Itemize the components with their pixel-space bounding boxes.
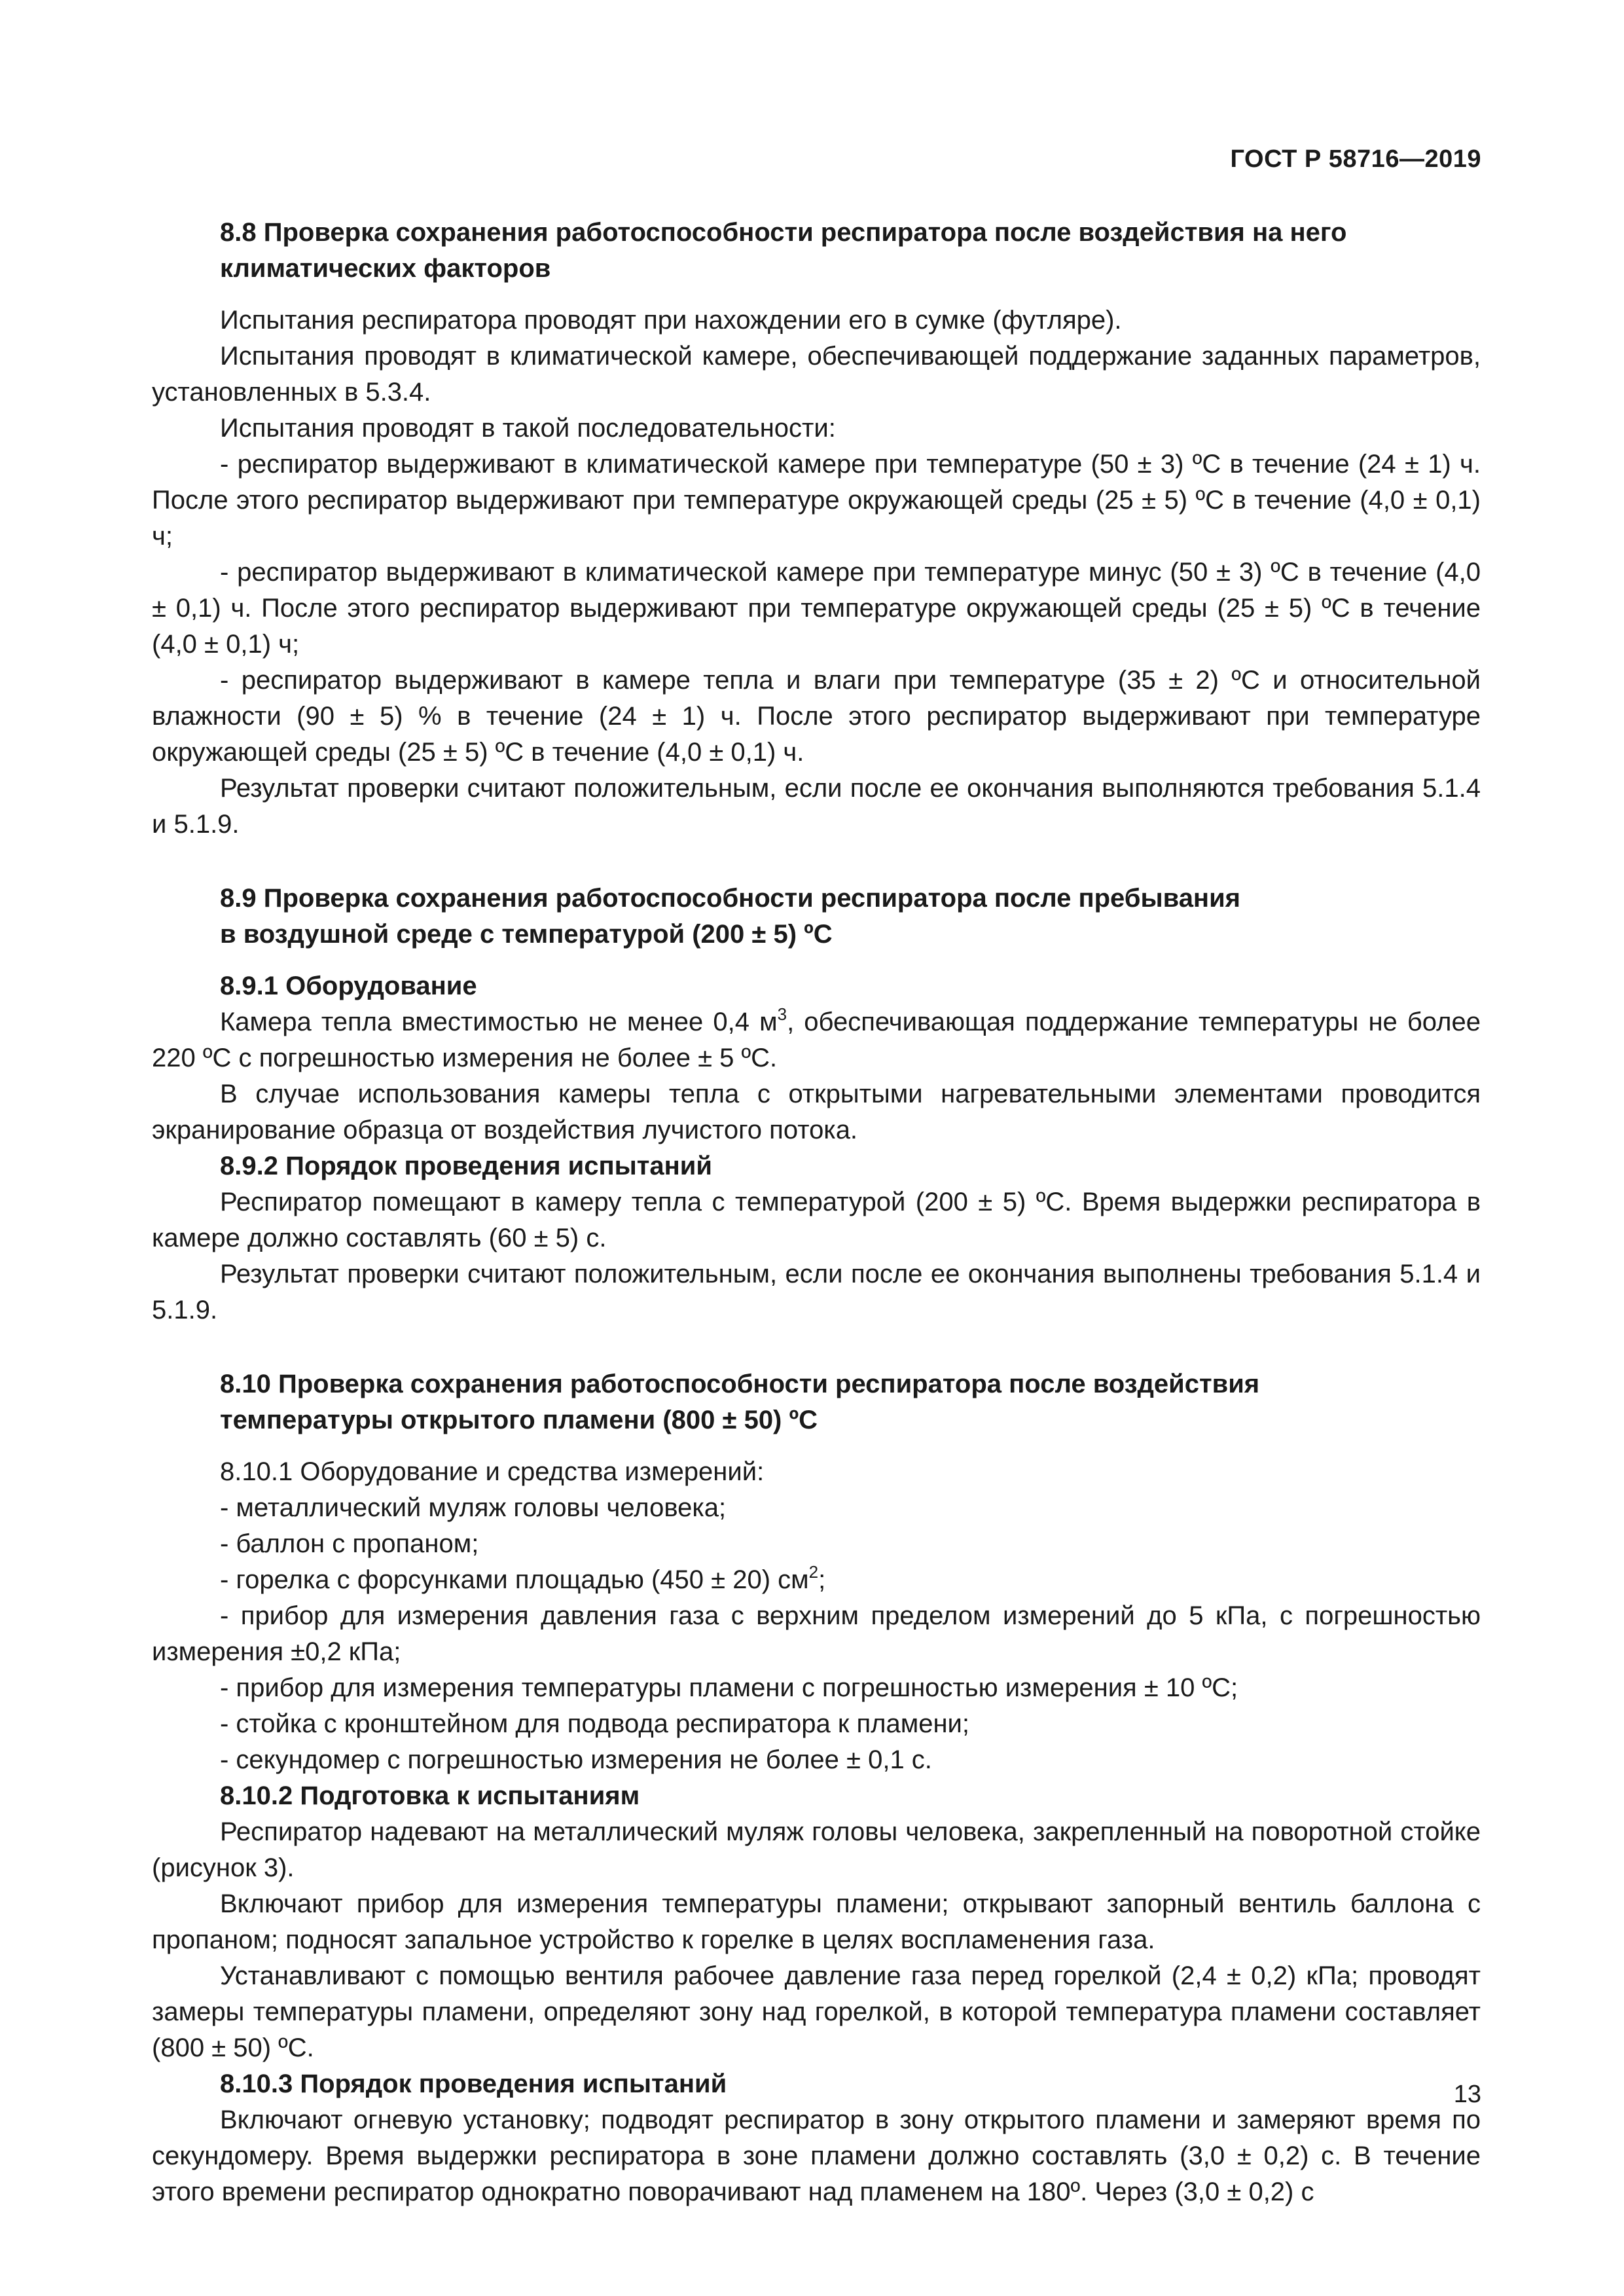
- paragraph: 8.10.1 Оборудование и средства измерений:: [220, 1457, 765, 1486]
- subsection-heading-8-9-1: 8.9.1 Оборудование: [220, 972, 477, 1000]
- list-item: - секундомер с погрешностью измерения не более ± 0,1 с.: [220, 1745, 932, 1774]
- page-number: 13: [1453, 2081, 1481, 2108]
- list-item: - металлический муляж головы человека;: [220, 1493, 727, 1522]
- subsection-heading-8-9-2: 8.9.2 Порядок проведения испытаний: [220, 1152, 712, 1180]
- paragraph: Результат проверки считают положительным, если после ее окончания выполняются требования 5.1.4 и 5.1.9.: [152, 774, 1481, 839]
- paragraph: Результат проверки считают положительным, если после ее окончания выполнены требования 5.1.4 и 5.1.9.: [152, 1260, 1481, 1324]
- paragraph-text: Камера тепла вместимостью не менее 0,4 м: [220, 1008, 778, 1036]
- list-item: [152, 1562, 1481, 1598]
- document-header-id: ГОСТ Р 58716—2019: [1230, 145, 1481, 173]
- section-heading-8-10-line1: 8.10 Проверка сохранения работоспособности респиратора после воздействия: [220, 1370, 1260, 1398]
- paragraph: Включают огневую установку; подводят респиратор в зону открытого пламени и замеряют время по секундомеру. Время выдержки респиратора в зоне пламени должно составлять (3,0 ± 0,2) с. В течение этого времени респиратор однократно поворачивают над пламенем на 180º. Через (3,0 ± 0,2) с: [152, 2105, 1481, 2206]
- list-item: - респиратор выдерживают в климатической камере при температуре минус (50 ± 3) ºС в течение (4,0 ± 0,1) ч. После этого респиратор выдерживают при температуре окружающей среды (25 ± 5) ºС в течение (4,0 ± 0,1) ч;: [152, 558, 1481, 659]
- paragraph: Испытания проводят в такой последовательности:: [220, 414, 836, 443]
- superscript: 2: [808, 1562, 819, 1582]
- document-body: [152, 215, 1481, 2210]
- list-item-text: ;: [818, 1565, 826, 1594]
- superscript: 3: [777, 1004, 787, 1024]
- list-item: - прибор для измерения температуры пламени с погрешностью измерения ± 10 ºС;: [220, 1673, 1238, 1702]
- subsection-heading-8-10-2: 8.10.2 Подготовка к испытаниям: [220, 1781, 640, 1810]
- list-item: - прибор для измерения давления газа с верхним пределом измерений до 5 кПа, с погрешностью измерения ±0,2 кПа;: [152, 1601, 1481, 1666]
- paragraph: [152, 1004, 1481, 1076]
- list-item: - респиратор выдерживают в камере тепла и влаги при температуре (35 ± 2) ºС и относительной влажности (90 ± 5) % в течение (24 ± 1) ч. После этого респиратор выдерживают при температуре окружающей среды (25 ± 5) ºС в течение (4,0 ± 0,1) ч.: [152, 666, 1481, 767]
- section-heading-8-9-line1: 8.9 Проверка сохранения работоспособности респиратора после пребывания: [220, 884, 1241, 913]
- paragraph: Респиратор помещают в камеру тепла с температурой (200 ± 5) ºС. Время выдержки респиратора в камере должно составлять (60 ± 5) с.: [152, 1188, 1481, 1252]
- paragraph: Устанавливают с помощью вентиля рабочее давление газа перед горелкой (2,4 ± 0,2) кПа; проводят замеры температуры пламени, определяют зону над горелкой, в которой температура пламени составляет (800 ± 50) ºС.: [152, 1961, 1481, 2062]
- paragraph: Включают прибор для измерения температуры пламени; открывают запорный вентиль баллона с пропаном; подносят запальное устройство к горелке в целях воспламенения газа.: [152, 1889, 1481, 1954]
- paragraph-text: , обеспечивающая поддержание температуры не более 220 ºС с погрешностью измерения не более ± 5 ºС.: [152, 1008, 1481, 1072]
- paragraph: Испытания респиратора проводят при нахождении его в сумке (футляре).: [220, 306, 1122, 335]
- list-item-text: - горелка с форсунками площадью (450 ± 20) см: [220, 1565, 809, 1594]
- list-item: - респиратор выдерживают в климатической камере при температуре (50 ± 3) ºС в течение (24 ± 1) ч. После этого респиратор выдерживают при температуре окружающей среды (25 ± 5) ºС в течение (4,0 ± 0,1) ч;: [152, 450, 1481, 551]
- section-heading-8-8: 8.8 Проверка сохранения работоспособности респиратора после воздействия на него климатических факторов: [220, 218, 1347, 283]
- paragraph: Испытания проводят в климатической камере, обеспечивающей поддержание заданных параметров, установленных в 5.3.4.: [152, 342, 1481, 407]
- list-item: - баллон с пропаном;: [220, 1529, 479, 1558]
- section-heading-8-9-line2: в воздушной среде с температурой (200 ± 5) ºС: [220, 920, 833, 949]
- subsection-heading-8-10-3: 8.10.3 Порядок проведения испытаний: [220, 2069, 727, 2098]
- list-item: - стойка с кронштейном для подвода респиратора к пламени;: [220, 1709, 969, 1738]
- section-heading-8-10-line2: температуры открытого пламени (800 ± 50) ºС: [220, 1406, 818, 1434]
- paragraph: Респиратор надевают на металлический муляж головы человека, закрепленный на поворотной стойке (рисунок 3).: [152, 1817, 1481, 1882]
- paragraph: В случае использования камеры тепла с открытыми нагревательными элементами проводится экранирование образца от воздействия лучистого потока.: [152, 1080, 1481, 1144]
